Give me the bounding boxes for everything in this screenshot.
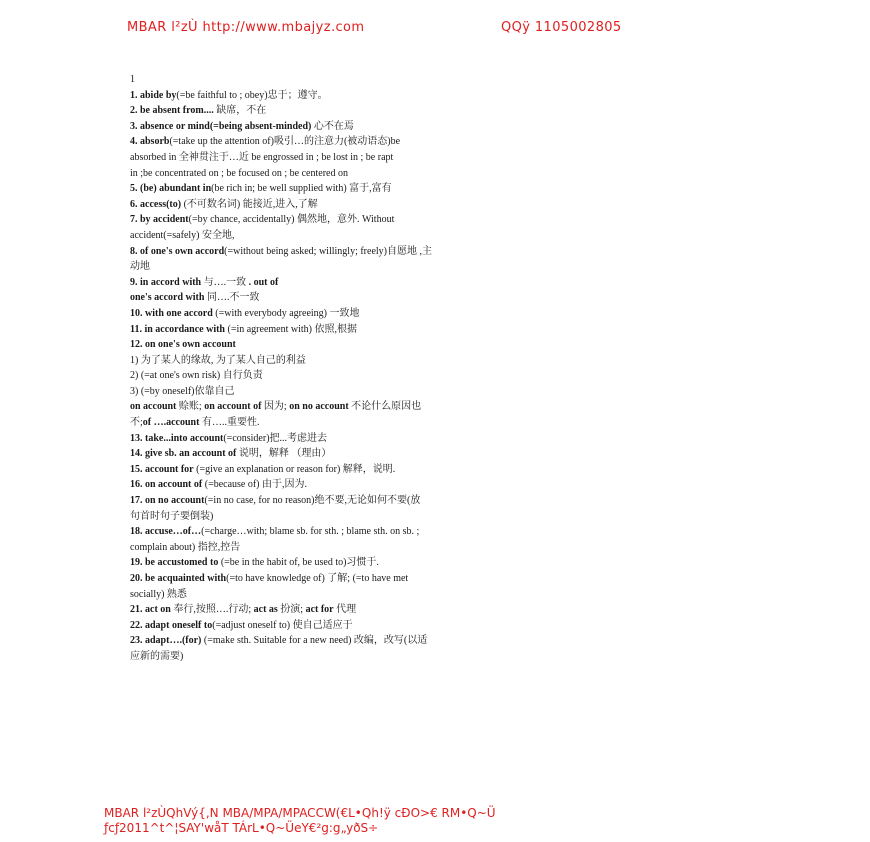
phrase-text: complain about) 指控,控告 [130, 541, 241, 553]
phrase-term: 9. in accord with [130, 276, 202, 288]
phrase-term: of ….account [142, 417, 200, 429]
phrase-text: (=because of) 由于,因为. [202, 479, 308, 491]
document-line [130, 524, 550, 540]
footer-line-1: MBAR l²zÙQhVý{,N MBA/MPA/MPACCW(€L•Qh!ÿ cÐO>€ RM•Q~Ü [104, 806, 496, 820]
phrase-text: 奉行,按照….行动; [170, 604, 254, 616]
phrase-text: 有…..重要性. [199, 417, 260, 429]
phrase-text: (不可数名词) 能接近,进入,了解 [181, 198, 318, 210]
phrase-term: 20. be acquainted with [130, 573, 227, 584]
phrase-text: (=in agreement with) 依照,根据 [225, 323, 357, 335]
document-line [130, 119, 550, 135]
phrase-text: 同….不一致 [204, 292, 260, 304]
phrase-text: 缺席，不在 [213, 105, 267, 117]
phrase-term: 12. on one's own account [130, 339, 236, 351]
document-line [130, 88, 550, 104]
phrase-term: 8. of one's own accord [130, 245, 225, 257]
document-line [130, 587, 550, 603]
phrase-term: one's accord with [130, 292, 205, 304]
phrase-text: (=take up the attention of)吸引…的注意力(被动语态)be [169, 136, 401, 148]
phrase-text: (=be in the habit of, be used to)习惯于. [218, 557, 379, 569]
phrase-text: (=be faithful to ; obey)忠于；遵守。 [176, 89, 328, 101]
document-line [130, 493, 550, 509]
phrase-term: 4. absorb [130, 136, 170, 148]
document-line [130, 181, 550, 197]
document-line [130, 197, 550, 213]
phrase-text: (=consider)把...考虑进去 [223, 432, 328, 444]
phrase-text: 句首时句子要倒装) [130, 510, 214, 522]
phrase-term: 7. by accident [130, 214, 189, 226]
document-line [130, 633, 550, 649]
phrase-term: 13. take...into account [130, 432, 224, 444]
phrase-term: 22. adapt oneself to [130, 619, 213, 631]
phrase-text: absorbed in 全神贯注于…近 be engrossed in ; be lost in ; be rapt [130, 151, 394, 163]
phrase-text: 2) (=at one's own risk) 自行负责 [130, 370, 263, 382]
document-line [130, 431, 550, 447]
phrase-term: 1. abide by [130, 89, 177, 101]
phrase-text: (=in no case, for no reason)绝不要,无论如何不要(放 [204, 495, 421, 507]
document-line [130, 275, 550, 291]
phrase-text: 不论什么原因也 [348, 401, 422, 413]
phrase-term: 19. be accustomed to [130, 557, 219, 569]
document-line [130, 446, 550, 462]
document-line [130, 384, 550, 400]
document-line [130, 228, 550, 244]
phrase-text: 扮演; [277, 604, 306, 616]
phrase-text: accident(=safely) 安全地, [130, 229, 235, 241]
phrase-term: on account of [204, 401, 262, 413]
document-line [130, 259, 550, 275]
phrase-term: 23. adapt….(for) [130, 635, 202, 647]
phrase-term: on no account [289, 401, 349, 413]
phrase-text: (=to have knowledge of) 了解; (=to have met [226, 573, 409, 584]
document-line [130, 477, 550, 493]
phrase-text: 与….一致 [201, 276, 249, 288]
document-line [130, 649, 550, 665]
phrase-text: (=with everybody agreeing) 一致地 [212, 307, 360, 319]
phrase-term: 10. with one accord [130, 307, 213, 319]
document-line [130, 555, 550, 571]
document-line [130, 618, 550, 634]
document-line [130, 337, 550, 353]
phrase-term: 18. accuse…of… [130, 526, 202, 538]
phrase-text: (=give an explanation or reason for) 解释，说明. [193, 463, 396, 475]
document-line [130, 415, 550, 431]
phrase-term: 11. in accordance with [130, 323, 225, 335]
phrase-term: 2. be absent from.... [130, 105, 214, 117]
document-line [130, 399, 550, 415]
document-line [130, 322, 550, 338]
phrase-text: (=make sth. Suitable for a new need) 改编，改写(以适 [201, 635, 428, 647]
phrase-text: (be rich in; be well supplied with) 富于,富有 [211, 183, 392, 195]
document-line [130, 571, 550, 587]
document-line [130, 540, 550, 556]
page-number: 1 [130, 74, 135, 85]
phrase-text: 代理 [333, 604, 357, 616]
page-header [127, 20, 727, 40]
phrase-term: . out of [248, 276, 279, 288]
phrase-text: socially) 熟悉 [130, 588, 187, 600]
phrase-term: 21. act on [130, 604, 171, 616]
document-line [130, 134, 550, 150]
phrase-term: 6. access(to) [130, 198, 182, 210]
document-line [130, 103, 550, 119]
phrase-text: 应新的需要) [130, 650, 184, 662]
phrase-term: on account [130, 401, 177, 413]
phrase-term: 14. give sb. an account of [130, 448, 237, 460]
phrase-text: 1) 为了某人的缘故, 为了某人自己的利益 [130, 354, 306, 366]
document-line [130, 306, 550, 322]
phrase-text: (=charge…with; blame sb. for sth. ; blame sth. on sb. ; [201, 526, 420, 538]
phrase-text: 说明，解释 （理由） [236, 448, 332, 460]
document-line [130, 244, 550, 260]
phrase-text: 因为; [261, 401, 290, 413]
phrase-text: (=adjust oneself to) 使自己适应于 [212, 619, 353, 631]
phrase-term: 5. (be) abundant in [130, 183, 212, 195]
phrase-text: in ;be concentrated on ; be focused on ; be centered on [130, 167, 348, 179]
phrase-term: 17. on no account [130, 495, 205, 507]
phrase-text: (=by chance, accidentally) 偶然地，意外. Without [188, 214, 395, 226]
phrase-term: 15. account for [130, 463, 194, 475]
document-line [130, 509, 550, 525]
document-line [130, 368, 550, 384]
document-line [130, 353, 550, 369]
header-site-text: MBAR l²zÙ http://www.mbajyz.com [127, 20, 365, 35]
document-line [130, 462, 550, 478]
document-body [130, 72, 550, 665]
phrase-term: act for [305, 604, 334, 616]
footer-line-2: ƒcƒ2011^t^¦SAY'wåT TÁrL•Q~ÜeY€²g:g„yðS÷ [104, 821, 379, 835]
phrase-term: 3. absence or mind(=being absent-minded) [130, 120, 312, 132]
document-line [130, 602, 550, 618]
phrase-text: (=without being asked; willingly; freely)自愿地 ,主 [224, 245, 432, 257]
phrase-text: 动地 [130, 261, 150, 273]
page-footer [104, 806, 724, 836]
phrase-text: 赊账; [176, 401, 205, 413]
document-line [130, 290, 550, 306]
document-line [130, 150, 550, 166]
phrase-text: 3) (=by oneself)依靠自己 [130, 385, 235, 397]
document-line [130, 166, 550, 182]
phrase-term: 16. on account of [130, 479, 203, 491]
phrase-text: 不; [130, 417, 143, 429]
header-qq-text: QQÿ 1105002805 [501, 20, 622, 35]
phrase-text: 心不在焉 [311, 120, 354, 132]
document-line [130, 212, 550, 228]
phrase-term: act as [253, 604, 278, 616]
